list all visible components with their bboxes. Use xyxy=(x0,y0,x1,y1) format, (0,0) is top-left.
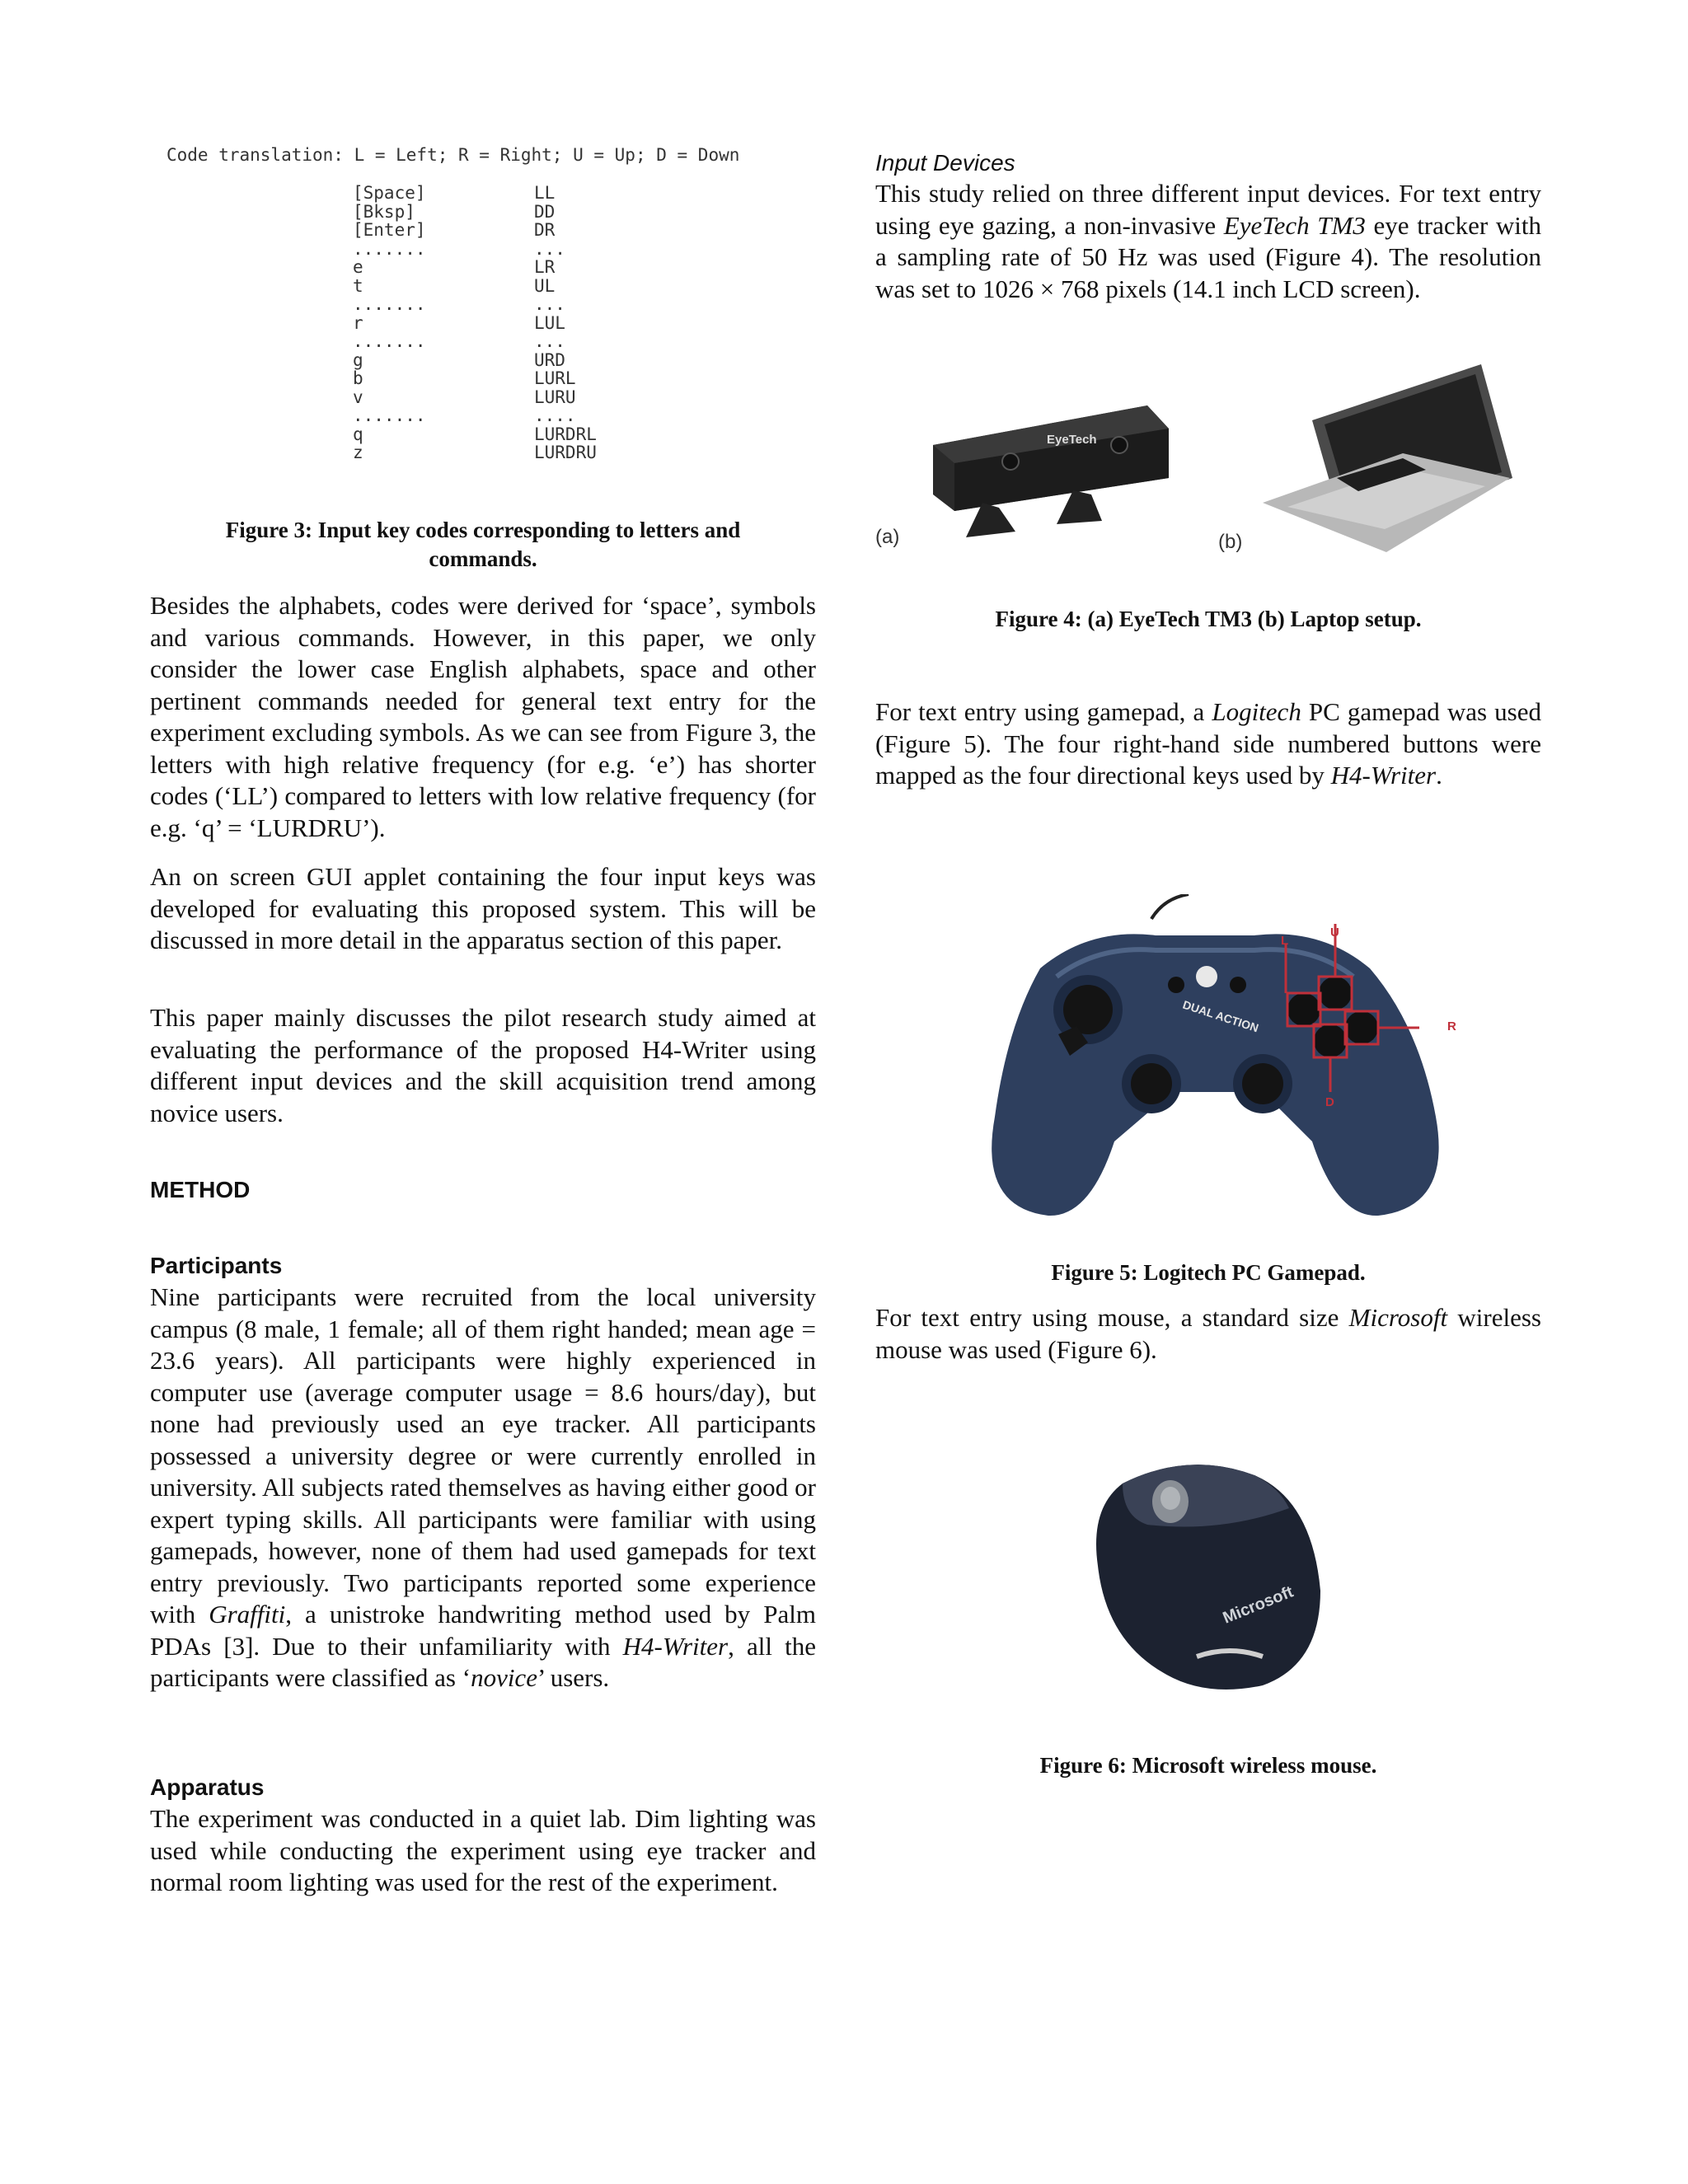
figure-4-eyetech xyxy=(875,354,1535,569)
gamepad-logitech: Logitech xyxy=(1212,697,1301,726)
input-text-a: This study relied on three different input devices. For text entry using eye gazing, a non-invasive xyxy=(875,179,1541,240)
paragraph-mouse xyxy=(875,1302,1541,1366)
code-value: ... xyxy=(534,238,565,259)
code-key: [Enter] xyxy=(353,220,426,240)
method-heading: METHOD xyxy=(150,1177,251,1202)
participants-text-a: Nine participants were recruited from the local university campus (8 male, 1 female; all of them right handed; mean age = 23.6 years). All participants were highly experienced in computer use (average computer usage = 8.6 hours/day), but none had previously used an eye tracker. All participants possessed a university degree or were currently enrolled in university. All subjects rated themselves as having either good or expert typing skills. All participants were familiar with using gamepads, however, none of them had used gamepads for text entry previously. Two participants reported some experience with xyxy=(150,1282,816,1629)
participants-text-c: , all the participants were classified as ‘ xyxy=(150,1631,817,1692)
paragraph-participants xyxy=(150,1282,816,1694)
participants-text-b: , a unistroke handwriting method used by Palm PDAs [3]. Due to their unfamiliarity with xyxy=(150,1600,816,1661)
figure-3-caption-line1: Figure 3: Input key codes corresponding to letters and xyxy=(225,518,741,542)
code-key: q xyxy=(353,424,363,444)
code-value: ... xyxy=(534,331,565,351)
code-key: ....... xyxy=(353,294,426,314)
paragraph-gui-applet: An on screen GUI applet containing the four input keys was developed for evaluating this proposed system. This will be discussed in more detail in the apparatus section of this paper. xyxy=(150,862,816,954)
code-value: LURU xyxy=(534,387,576,407)
code-key: r xyxy=(353,312,363,333)
laptop-setup-image xyxy=(1263,364,1512,552)
gamepad-label-r: R xyxy=(1447,1019,1456,1033)
code-value: DD xyxy=(534,201,556,222)
gamepad-text-b: PC gamepad was used (Figure 5). The four right-hand side numbered buttons were mapped as the four directional keys used by xyxy=(875,697,1542,790)
code-value: URD xyxy=(534,349,565,370)
gamepad-illustration xyxy=(991,894,1485,1224)
code-value: LURDRU xyxy=(534,443,597,462)
code-key: [Bksp] xyxy=(353,201,415,222)
figure-3-caption xyxy=(150,516,816,574)
gamepad-label-l: L xyxy=(1281,934,1289,948)
code-key: ....... xyxy=(353,405,426,425)
code-key: z xyxy=(353,443,363,462)
code-value: LURL xyxy=(534,368,576,388)
figure-6-caption: Figure 6: Microsoft wireless mouse. xyxy=(1039,1753,1377,1778)
figure-6-mouse xyxy=(1073,1451,1353,1698)
code-value: ... xyxy=(534,294,565,314)
gamepad-label-u: U xyxy=(1330,926,1339,940)
mouse-illustration xyxy=(1073,1451,1353,1698)
code-key: g xyxy=(353,349,363,370)
paragraph-apparatus: The experiment was conducted in a quiet lab. Dim lighting was used while conducting the experiment using eye tracker and normal room lighting was used for the rest of the experiment. xyxy=(150,1804,816,1896)
figure-5-caption: Figure 5: Logitech PC Gamepad. xyxy=(1051,1260,1366,1285)
participants-graffiti: Graffiti xyxy=(209,1600,286,1629)
mouse-microsoft: Microsoft xyxy=(1348,1303,1448,1332)
code-key: v xyxy=(353,387,363,407)
gamepad-label-d: D xyxy=(1325,1095,1334,1109)
eyetech-tracker-image xyxy=(933,405,1169,537)
participants-h4-writer: H4-Writer xyxy=(622,1631,729,1661)
input-eyetech: EyeTech TM3 xyxy=(1223,210,1366,240)
code-key: b xyxy=(353,368,363,388)
input-text-b: eye tracker with a sampling rate of 50 Hz was used (Figure 4). The resolution was set to 1026 × 768 pixels (14.1 inch LCD screen). xyxy=(875,210,1542,303)
code-value: UL xyxy=(534,275,556,296)
paragraph-input-devices xyxy=(875,178,1541,305)
code-value: .... xyxy=(534,405,576,425)
code-value: LUL xyxy=(534,312,565,333)
participants-heading: Participants xyxy=(150,1253,283,1278)
figure-4-caption: Figure 4: (a) EyeTech TM3 (b) Laptop setup. xyxy=(995,607,1422,631)
code-key: ....... xyxy=(353,331,426,351)
eyetech-logo-text: EyeTech xyxy=(1047,433,1097,447)
participants-text-d: ’ users. xyxy=(537,1663,610,1692)
figure-3-code-table xyxy=(158,145,801,475)
code-key: [Space] xyxy=(353,183,426,203)
code-key: e xyxy=(353,257,363,277)
paragraph-codes: Besides the alphabets, codes were derived for ‘space’, symbols and various commands. However, in this paper, we only consider the lower case English alphabets, space and other pertinent commands needed for general text entry for the experiment excluding symbols. As we can see from Figure 3, the letters with high relative frequency (for e.g. ‘e’) has shorter codes (‘LL’) compared to letters with low relative frequency (for e.g. ‘q’ = ‘LURDRU’). xyxy=(150,591,816,842)
figure-3-caption-line2: commands. xyxy=(429,546,537,571)
code-value: LR xyxy=(534,257,556,277)
figure-4-label-a: (a) xyxy=(875,526,900,548)
code-value: LL xyxy=(534,183,556,203)
gamepad-dual-action-text: DUAL ACTION xyxy=(1181,997,1261,1035)
paragraph-gamepad xyxy=(875,696,1541,792)
figure-5-gamepad xyxy=(991,894,1485,1224)
code-key: t xyxy=(353,275,363,296)
code-value: DR xyxy=(534,220,556,240)
participants-novice: novice xyxy=(471,1663,537,1692)
figure-4-illustration xyxy=(875,354,1535,569)
apparatus-heading: Apparatus xyxy=(150,1774,265,1800)
figure-4-label-b: (b) xyxy=(1218,531,1243,553)
paragraph-pilot-study: This paper mainly discusses the pilot research study aimed at evaluating the performance of the proposed H4-Writer using different input devices and the skill acquisition trend among novice users. xyxy=(150,1003,816,1127)
gamepad-text-c: . xyxy=(1436,761,1442,790)
code-translation-title: Code translation: L = Left; R = Right; U = Up; D = Down xyxy=(166,145,740,165)
mouse-brand-text: Microsoft xyxy=(1220,1582,1296,1628)
code-key: ....... xyxy=(353,238,426,259)
mouse-text-a: For text entry using mouse, a standard size xyxy=(875,1303,1349,1332)
input-devices-heading: Input Devices xyxy=(875,150,1015,176)
code-value: LURDRL xyxy=(534,424,597,444)
gamepad-text-a: For text entry using gamepad, a xyxy=(875,697,1212,726)
gamepad-h4-writer: H4-Writer xyxy=(1330,761,1437,790)
mouse-text-b: wireless mouse was used (Figure 6). xyxy=(875,1303,1541,1364)
